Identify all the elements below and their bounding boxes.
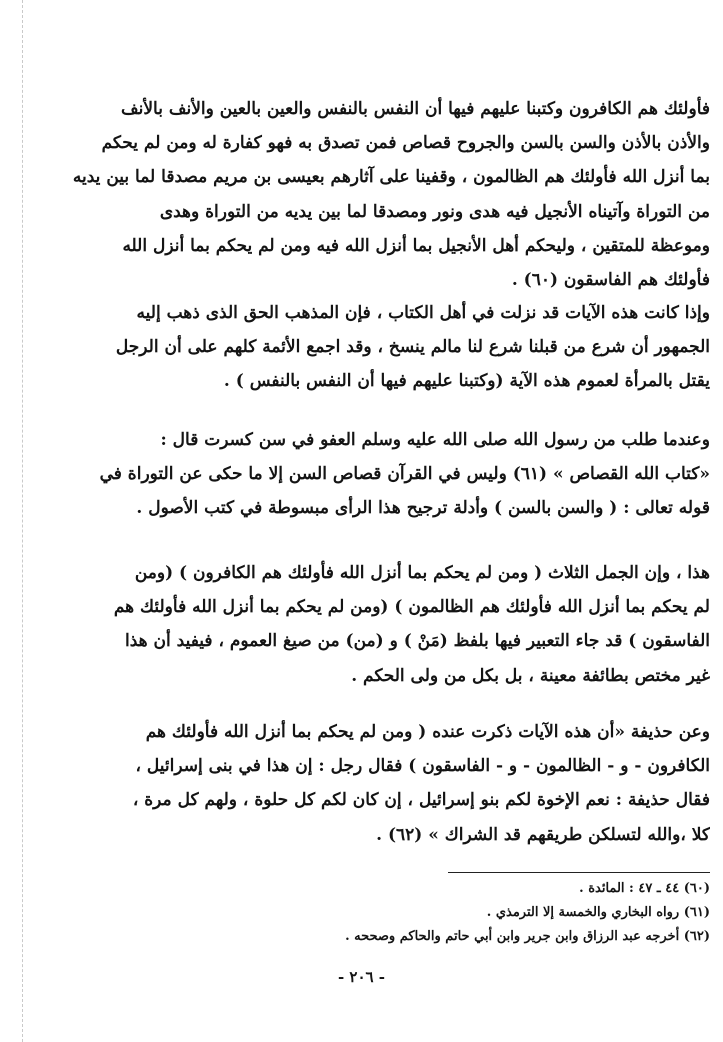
text-line: وإذا كانت هذه الآيات قد نزلت في أهل الكتاب ، فإن المذهب الحق الذى ذهب إليه <box>136 303 710 323</box>
paragraph-3 <box>70 423 710 526</box>
text-line: الفاسقون ) قد جاء التعبير فيها بلفظ (مَنْ ) و (من) من صيغ العموم ، فيفيد أن هذا <box>124 631 710 652</box>
text-line: «كتاب الله القصاص » (٦١) وليس في القرآن قصاص السن إلا ما حكى عن التوراة في <box>99 464 710 485</box>
text-line: وعندما طلب من رسول الله صلى الله عليه وسلم العفو في سن كسرت قال : <box>160 430 710 450</box>
text-line: بما أنزل الله فأولئك هم الظالمون ، وقفينا على آثارهم بعيسى بن مريم مصدقا لما بين يديه <box>72 167 710 188</box>
paragraph-2 <box>70 296 710 399</box>
text-line: وموعظة للمتقين ، وليحكم أهل الأنجيل بما أنزل الله فيه ومن لم يحكم بما أنزل الله <box>122 235 710 256</box>
text-line: يقتل بالمرأة لعموم هذه الآية (وكتبنا عليهم فيها أن النفس بالنفس ) . <box>223 371 710 392</box>
paragraph-1 <box>70 92 710 297</box>
text-line: غير مختص بطائفة معينة ، بل بكل من ولى الحكم . <box>351 665 710 686</box>
text-line: فقال حذيفة : نعم الإخوة لكم بنو إسرائيل ، إن كان لكم كل حلوة ، ولهم كل مرة ، <box>132 790 710 811</box>
footnote-62: (٦٢) أخرجه عبد الرزاق وابن جرير وابن أبي حاتم والحاكم وصححه . <box>345 929 710 944</box>
text-line: فأولئك هم الفاسقون (٦٠) . <box>511 270 710 291</box>
page-number: - ٢٠٦ - <box>337 968 386 986</box>
text-line: الجمهور أن شرع من قبلنا شرع لنا مالم ينسخ ، وقد اجمع الأئمة كلهم على أن الرجل <box>115 337 710 358</box>
footnote-60: (٦٠) ٤٤ ـ ٤٧ : المائدة . <box>579 881 710 896</box>
text-line: فأولئك هم الكافرون وكتبنا عليهم فيها أن النفس بالنفس والعين بالعين والأنف بالأنف <box>121 99 710 119</box>
text-line: من التوراة وآتيناه الأنجيل فيه هدى ونور ومصدقا لما بين يديه من التوراة وهدى <box>159 201 710 222</box>
scan-edge-guide <box>22 0 23 1042</box>
text-line: كلا ،والله لتسلكن طريقهم قد الشراك » (٦٢) . <box>376 824 710 845</box>
text-line: لم يحكم بما أنزل الله فأولئك هم الظالمون ) (ومن لم يحكم بما أنزل الله فأولئك هم <box>113 597 710 618</box>
footnotes <box>200 877 710 949</box>
footnote-divider <box>448 872 710 873</box>
paragraph-5 <box>70 715 710 852</box>
paragraph-4 <box>70 556 710 693</box>
text-line: وعن حذيفة «أن هذه الآيات ذكرت عنده ( ومن لم يحكم بما أنزل الله فأولئك هم <box>145 722 710 742</box>
footnote-61: (٦١) رواه البخاري والخمسة إلا الترمذي . <box>486 905 710 920</box>
text-line: هذا ، وإن الجمل الثلاث ( ومن لم يحكم بما أنزل الله فأولئك هم الكافرون ) (ومن <box>134 563 710 583</box>
text-line: قوله تعالى : ( والسن بالسن ) وأدلة ترجيح هذا الرأى مبسوطة في كتب الأصول . <box>136 498 710 519</box>
text-line: الكافرون - و - الظالمون - و - الفاسقون ) فقال رجل : إن هذا في بنى إسرائيل ، <box>135 756 710 777</box>
text-line: والأذن بالأذن والسن بالسن والجروح قصاص فمن تصدق به فهو كفارة له ومن لم يحكم <box>101 133 710 154</box>
